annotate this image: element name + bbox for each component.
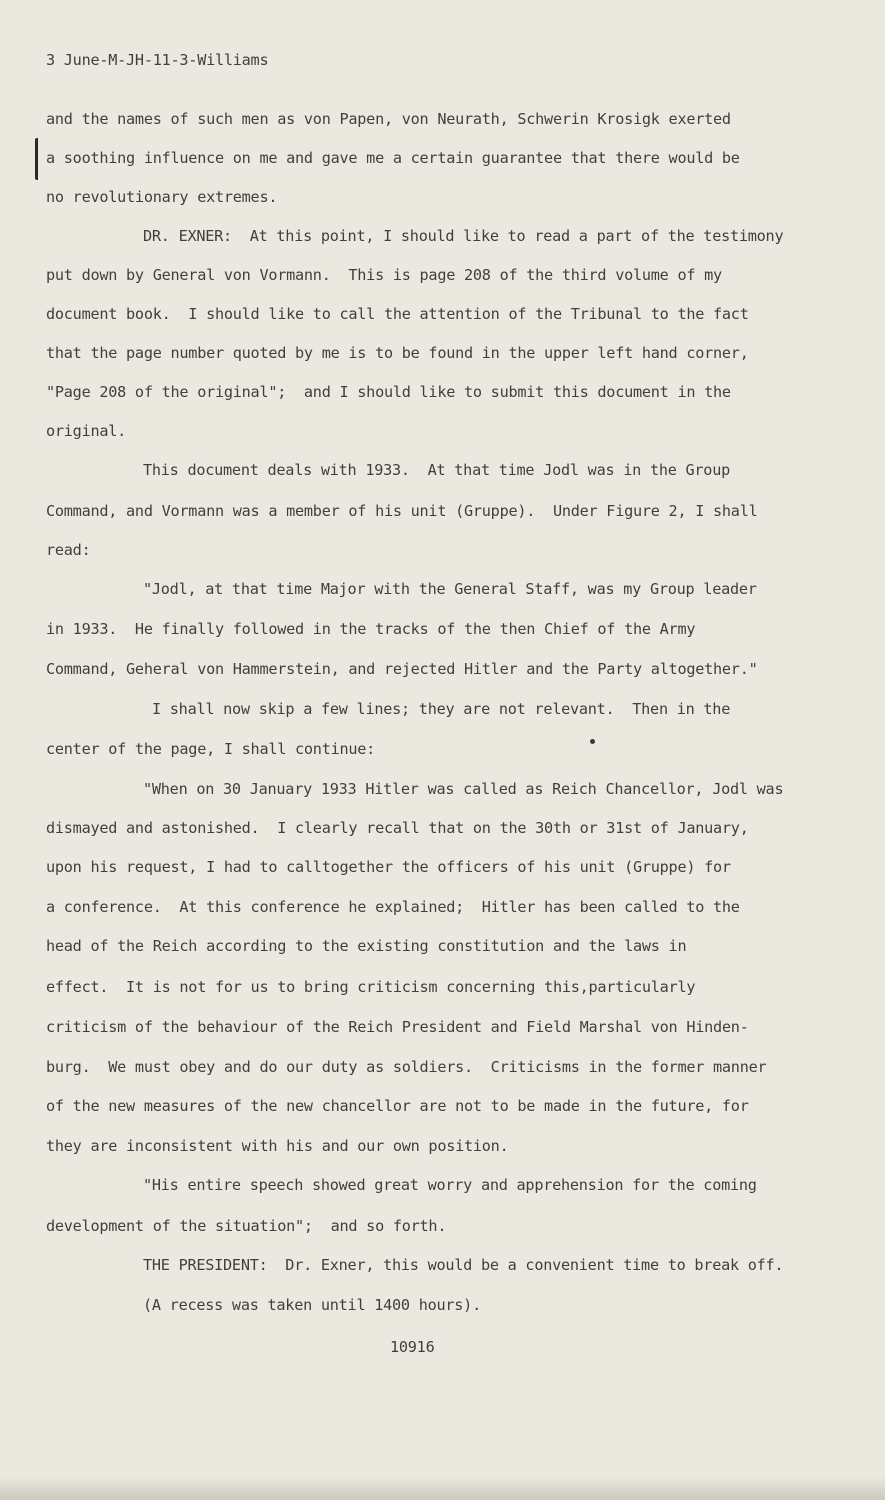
- text-line: criticism of the behaviour of the Reich President and Field Marshal von Hinden-: [46, 1018, 749, 1036]
- ink-dot: [590, 739, 595, 744]
- page-number: 10916: [390, 1338, 435, 1356]
- text-line: read:: [46, 541, 91, 559]
- text-line: and the names of such men as von Papen, von Neurath, Schwerin Krosigk exerted: [46, 110, 731, 128]
- text-line: Command, and Vormann was a member of his unit (Gruppe). Under Figure 2, I shall: [46, 502, 758, 520]
- text-line: I shall now skip a few lines; they are not relevant. Then in the: [152, 700, 731, 718]
- text-line: document book. I should like to call the attention of the Tribunal to the fact: [46, 305, 749, 323]
- text-line: (A recess was taken until 1400 hours).: [143, 1296, 481, 1314]
- text-line: center of the page, I shall continue:: [46, 740, 376, 758]
- text-line: original.: [46, 422, 127, 440]
- document-header: 3 June-M-JH-11-3-Williams: [46, 51, 269, 69]
- text-line: "Page 208 of the original"; and I should like to submit this document in the: [46, 383, 731, 401]
- text-line: "Jodl, at that time Major with the General Staff, was my Group leader: [143, 580, 757, 598]
- text-line: of the new measures of the new chancellor are not to be made in the future, for: [46, 1097, 749, 1115]
- text-line: a soothing influence on me and gave me a certain guarantee that there would be: [46, 149, 740, 167]
- text-line: that the page number quoted by me is to be found in the upper left hand corner,: [46, 344, 749, 362]
- margin-mark: [35, 138, 43, 180]
- text-line: burg. We must obey and do our duty as soldiers. Criticisms in the former manner: [46, 1058, 767, 1076]
- text-line: a conference. At this conference he explained; Hitler has been called to the: [46, 898, 740, 916]
- text-line: upon his request, I had to calltogether the officers of his unit (Gruppe) for: [46, 858, 731, 876]
- text-line: they are inconsistent with his and our own position.: [46, 1137, 509, 1155]
- paper-edge: [0, 1476, 885, 1500]
- text-line: dismayed and astonished. I clearly recall that on the 30th or 31st of January,: [46, 819, 749, 837]
- text-line: THE PRESIDENT: Dr. Exner, this would be a convenient time to break off.: [143, 1256, 784, 1274]
- text-line: head of the Reich according to the existing constitution and the laws in: [46, 937, 687, 955]
- text-line: no revolutionary extremes.: [46, 188, 278, 206]
- text-line: "When on 30 January 1933 Hitler was called as Reich Chancellor, Jodl was: [143, 780, 784, 798]
- text-line: This document deals with 1933. At that time Jodl was in the Group: [143, 461, 730, 479]
- text-line: effect. It is not for us to bring criticism concerning this,particularly: [46, 978, 696, 996]
- text-line: development of the situation"; and so forth.: [46, 1217, 447, 1235]
- text-line: put down by General von Vormann. This is page 208 of the third volume of my: [46, 266, 722, 284]
- text-line: Command, Geheral von Hammerstein, and rejected Hitler and the Party altogether.": [46, 660, 758, 678]
- text-line: in 1933. He finally followed in the tracks of the then Chief of the Army: [46, 620, 696, 638]
- text-line: DR. EXNER: At this point, I should like to read a part of the testimony: [143, 227, 784, 245]
- text-line: "His entire speech showed great worry and apprehension for the coming: [143, 1176, 757, 1194]
